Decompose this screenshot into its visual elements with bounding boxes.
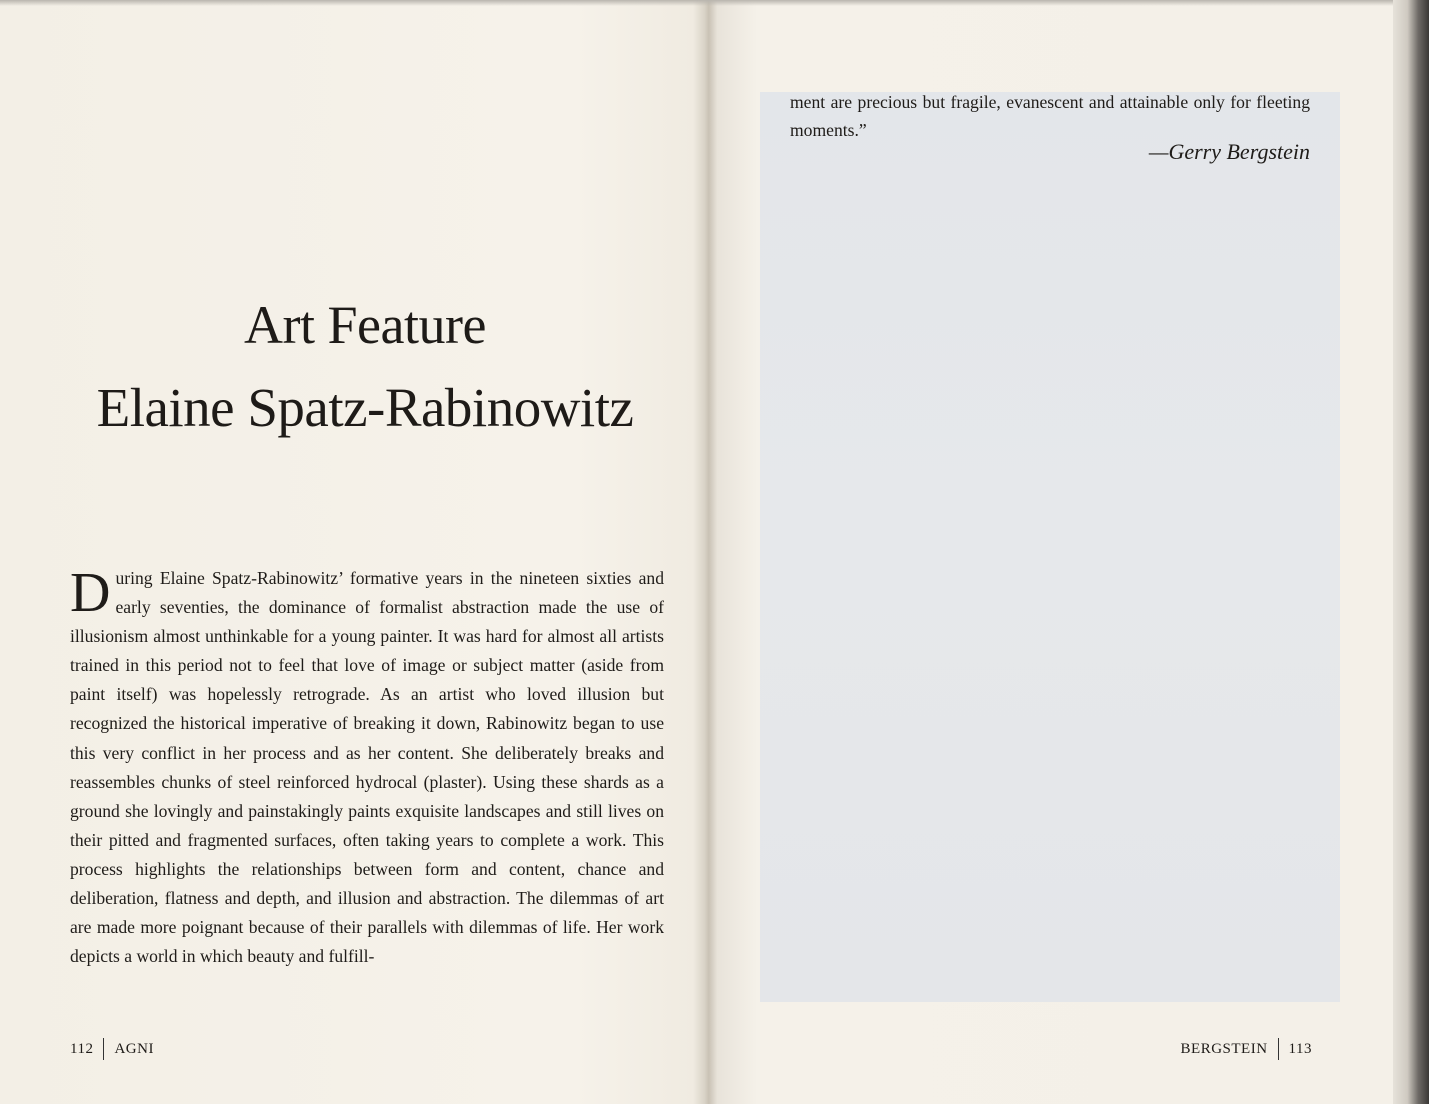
folio-divider <box>103 1038 104 1060</box>
right-folio <box>1181 1038 1312 1060</box>
page-number: 112 <box>70 1040 94 1057</box>
page-number: 113 <box>1288 1040 1312 1057</box>
essay-text: uring Elaine Spatz-Rabinowitz’ formative years in the nineteen sixties and early seventies, the dominance of formalist abstraction made the use of illusionism almost unthinkable for a young painter. It was hard for almost all artists trained in this period not to feel that love of image or subject matter (aside from paint itself) was hopelessly retrograde. As an artist who loved illusion but recognized the historical imperative of breaking it down, Rabinowitz began to use this very conflict in her process and as her content. She deliberately breaks and reassembles chunks of steel reinforced hydrocal (plaster). Using these shards as a ground she lovingly and painstakingly paints exquisite landscapes and still lives on their pitted and fragmented surfaces, often taking years to complete a work. This process highlights the relationships between form and content, chance and deliberation, flatness and depth, and illusion and abstraction. The dilemmas of art are made more poignant because of their parallels with dilemmas of life. Her work depicts a world in which beauty and fulfill- <box>70 568 664 967</box>
essay-body <box>70 564 664 971</box>
artist-name-heading: Elaine Spatz-Rabinowitz <box>96 377 634 438</box>
show-through-text <box>96 88 100 108</box>
essay-continuation: ment are precious but fragile, evanescent and attainable only for fleeting moments.” <box>790 92 1310 140</box>
drop-cap: D <box>70 562 111 624</box>
right-page <box>708 0 1398 1104</box>
feature-heading: Art Feature <box>244 295 486 355</box>
author-attribution: —Gerry Bergstein <box>1148 139 1310 164</box>
left-page <box>0 0 700 1104</box>
book-edge-shadow <box>1393 0 1429 1104</box>
folio-divider <box>1278 1038 1279 1060</box>
running-head: BERGSTEIN <box>1180 1040 1268 1057</box>
left-folio <box>70 1038 154 1060</box>
running-head: AGNI <box>114 1040 154 1057</box>
blank-photo-plate <box>760 92 1340 1002</box>
